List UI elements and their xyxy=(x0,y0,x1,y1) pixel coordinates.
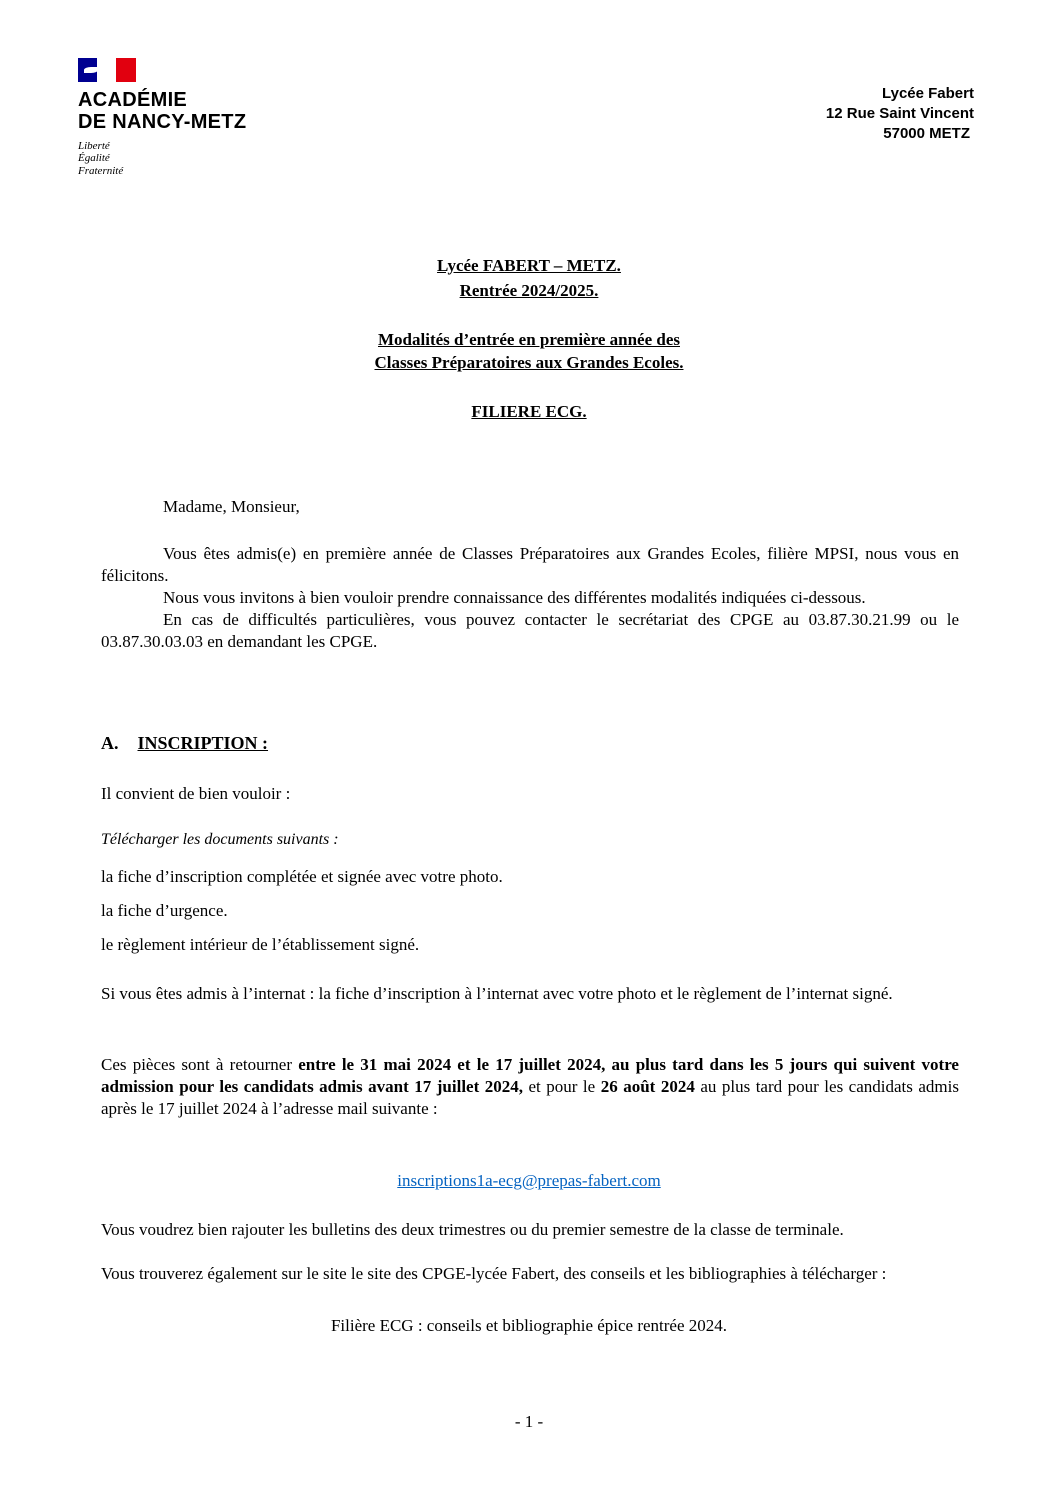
internat-paragraph: Si vous êtes admis à l’internat : la fiche d’inscription à l’internat avec votre photo et le règlement de l’internat signé. xyxy=(101,984,893,1003)
return-text-deadline: 26 août 2024 xyxy=(600,1077,695,1096)
motto-egalite: Égalité xyxy=(78,152,110,164)
section-a-heading xyxy=(101,733,268,754)
return-text-dates: entre le 31 mai 2024 et le 17 juillet 2024, au plus tard dans les 5 jours qui suivent votre admission pour les candidats admis avant 17 juillet 2024, xyxy=(101,1055,959,1096)
title-rentree: Rentrée 2024/2025. xyxy=(459,281,599,300)
salutation: Madame, Monsieur, xyxy=(163,497,300,516)
biblio-line: Filière ECG : conseils et bibliographie épice rentrée 2024. xyxy=(330,1316,728,1335)
intro-p2: Nous vous invitons à bien vouloir prendre connaissance des différentes modalités indiquées ci-dessous. xyxy=(163,588,866,607)
address-line-3: 57000 METZ xyxy=(883,125,970,142)
motto-liberte: Liberté xyxy=(78,140,110,152)
address-line-2: 12 Rue Saint Vincent xyxy=(825,105,974,122)
title-lycee: Lycée FABERT – METZ. xyxy=(437,256,621,275)
bulletins-paragraph: Vous voudrez bien rajouter les bulletins des deux trimestres ou du premier semestre de la classe de terminale. xyxy=(101,1220,844,1239)
download-title: Télécharger les documents suivants : xyxy=(101,831,339,848)
title-modalites: Modalités d’entrée en première année des xyxy=(378,330,680,349)
page-number: - 1 - xyxy=(514,1412,544,1431)
motto-fraternite: Fraternité xyxy=(78,165,124,177)
title-classes: Classes Préparatoires aux Grandes Ecoles. xyxy=(374,353,684,372)
section-a-letter: A. xyxy=(101,733,119,753)
address-line-1: Lycée Fabert xyxy=(882,85,974,102)
email-link[interactable]: inscriptions1a-ecg@prepas-fabert.com xyxy=(397,1171,661,1190)
doc-item-reglement: le règlement intérieur de l’établissement signé. xyxy=(101,935,420,954)
intro-p1: Vous êtes admis(e) en première année de Classes Préparatoires aux Grandes Ecoles, filière MPSI, nous vous en félicitons. xyxy=(101,544,959,585)
intro-paragraphs xyxy=(101,543,959,653)
site-paragraph: Vous trouverez également sur le site le site des CPGE-lycée Fabert, des conseils et les bibliographies à télécharger : xyxy=(101,1264,887,1283)
intro-p3: En cas de difficultés particulières, vous pouvez contacter le secrétariat des CPGE au 03.87.30.21.99 ou le 03.87.30.03.03 en demandant les CPGE. xyxy=(101,610,959,651)
doc-item-inscription: la fiche d’inscription complétée et signée avec votre photo. xyxy=(101,867,503,886)
return-text-c: et pour le xyxy=(523,1077,601,1096)
return-text-e: au plus tard pour les candidats admis après le 17 juillet 2024 à l’adresse mail suivante : xyxy=(101,1077,959,1118)
academy-logo xyxy=(78,58,298,188)
section-a-lead: Il convient de bien vouloir : xyxy=(101,784,291,803)
academy-name-line2: DE NANCY-METZ xyxy=(78,111,247,133)
title-filiere: FILIERE ECG. xyxy=(471,402,587,421)
academy-name-line1: ACADÉMIE xyxy=(78,89,188,111)
return-text-a: Ces pièces sont à retourner xyxy=(101,1055,299,1074)
return-paragraph xyxy=(101,1054,959,1120)
section-a-title: INSCRIPTION : xyxy=(137,733,269,753)
doc-item-urgence: la fiche d’urgence. xyxy=(101,901,228,920)
email-line xyxy=(0,1170,1058,1192)
marianne-flag-icon xyxy=(78,58,136,82)
